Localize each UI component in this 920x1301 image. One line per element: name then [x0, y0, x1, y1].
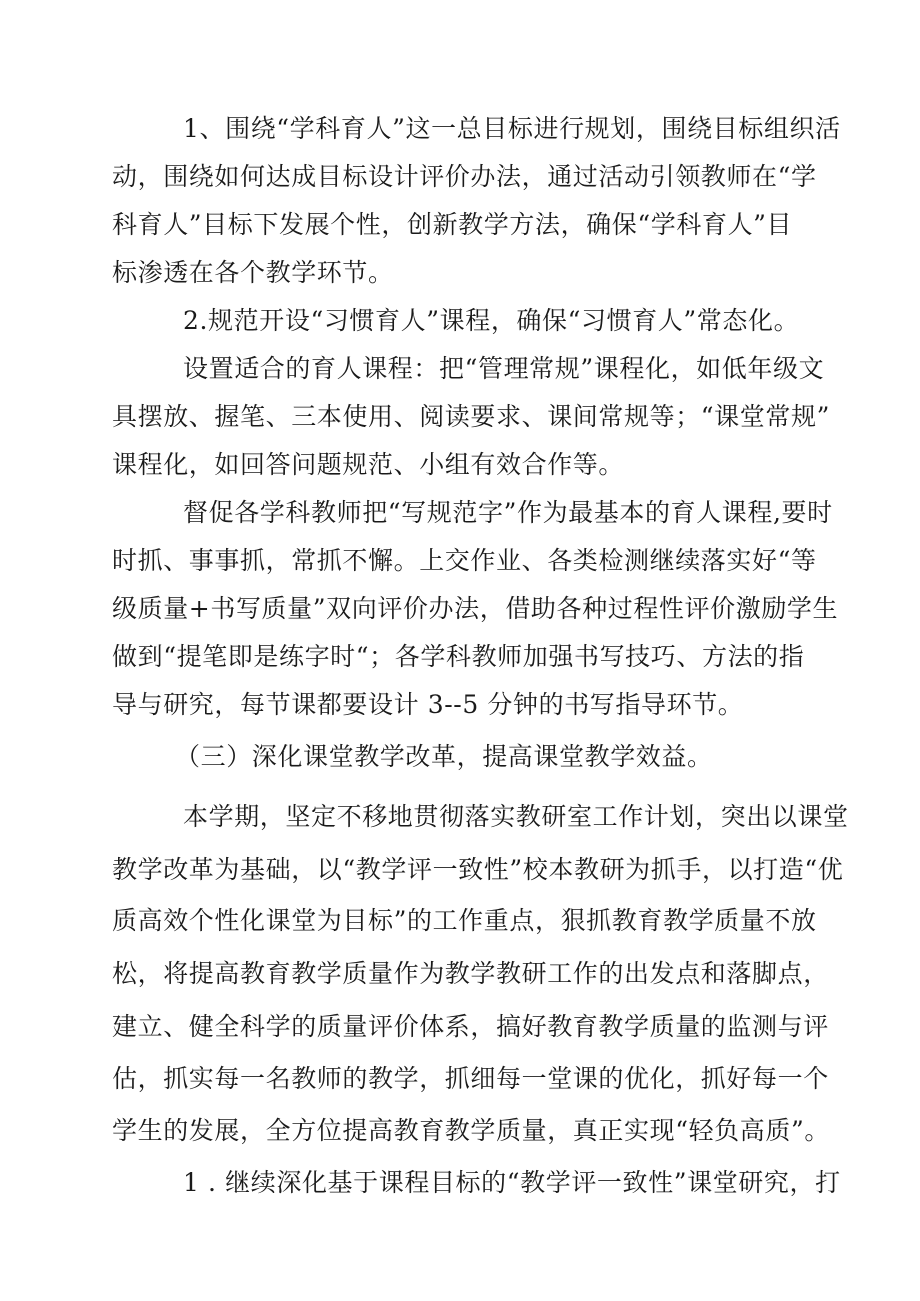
paragraph-line: 督促各学科教师把“写规范字”作为最基本的育人课程,要时 [183, 498, 833, 527]
paragraph-line: 学生的发展，全方位提高教育教学质量，真正实现“轻负高质”。 [112, 1116, 830, 1145]
section-heading: 1 . 继续深化基于课程目标的“教学评一致性”课堂研究，打 [183, 1168, 841, 1197]
paragraph-line: 本学期，坚定不移地贯彻落实教研室工作计划，突出以课堂 [183, 802, 849, 831]
paragraph-line: 具摆放、握笔、三本使用、阅读要求、课间常规等；“课堂常规” [112, 402, 830, 431]
paragraph-line: 做到“提笔即是练字时“；各学科教师加强书写技巧、方法的指 [112, 642, 805, 671]
paragraph-line: 建立、健全科学的质量评价体系，搞好教育教学质量的监测与评 [112, 1012, 829, 1041]
section-heading: （三）深化课堂教学改革，提高课堂教学效益。 [175, 742, 713, 771]
paragraph-line: 标渗透在各个教学环节。 [112, 258, 394, 287]
section-heading: 2.规范开设“习惯育人”课程，确保“习惯育人”常态化。 [183, 306, 800, 335]
paragraph-line: 科育人”目标下发展个性，创新教学方法，确保“学科育人”目 [112, 210, 793, 239]
paragraph-line: 估，抓实每一名教师的教学，抓细每一堂课的优化，抓好每一个 [112, 1064, 829, 1093]
paragraph-line: 质高效个性化课堂为目标”的工作重点，狠抓教育教学质量不放 [112, 906, 817, 935]
paragraph-line: 松，将提高教育教学质量作为教学教研工作的出发点和落脚点， [112, 959, 829, 988]
paragraph-line: 课程化，如回答问题规范、小组有效合作等。 [112, 450, 625, 479]
paragraph-line: 1、围绕“学科育人”这一总目标进行规划，围绕目标组织活 [183, 114, 841, 143]
paragraph-line: 时抓、事事抓，常抓不懈。上交作业、各类检测继续落实好“等 [112, 546, 817, 575]
paragraph-line: 设置适合的育人课程：把“管理常规”课程化，如低年级文 [183, 354, 825, 383]
paragraph-line: 级质量+书写质量”双向评价办法，借助各种过程性评价激励学生 [112, 594, 839, 623]
paragraph-line: 教学改革为基础，以“教学评一致性”校本教研为抓手，以打造“优 [112, 855, 844, 884]
paragraph-line: 动，围绕如何达成目标设计评价办法，通过活动引领教师在“学 [112, 162, 817, 191]
paragraph-line: 导与研究，每节课都要设计 3--5 分钟的书写指导环节。 [112, 690, 744, 719]
